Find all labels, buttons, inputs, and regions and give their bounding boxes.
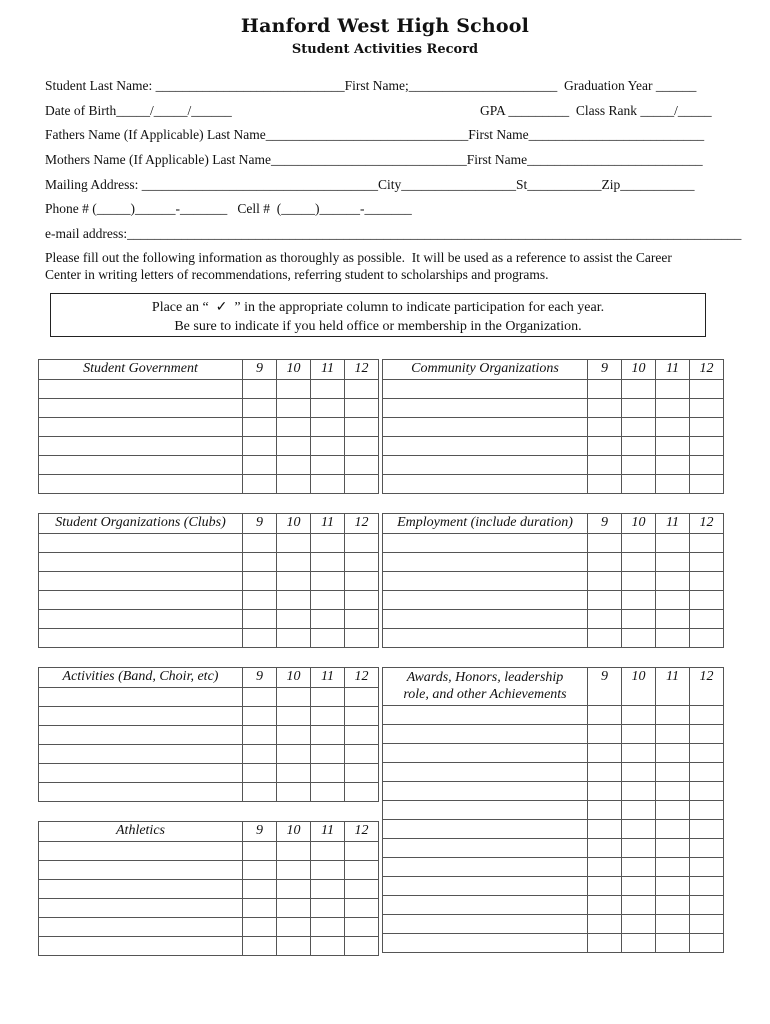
table-row[interactable] [383, 706, 724, 725]
year-9-header: 9 [243, 514, 277, 534]
table-row[interactable] [383, 475, 724, 494]
table-row[interactable] [383, 915, 724, 934]
birth-date-line[interactable]: Date of Birth_____/_____/______ [45, 103, 232, 118]
table-row[interactable] [39, 707, 379, 726]
notice-line-1: Place an “ ✓ ” in the appropriate column to indicate participation for each year. [151, 300, 605, 315]
year-11-header: 11 [311, 822, 345, 842]
athletics-header: Athletics [39, 822, 243, 842]
mother-name-line[interactable]: Mothers Name (If Applicable) Last Name_____________________________First Name__________________________ [45, 152, 703, 167]
year-12-header: 12 [345, 514, 379, 534]
year-10-header: 10 [622, 668, 656, 706]
table-row[interactable] [383, 399, 724, 418]
student-organizations-table [38, 513, 379, 648]
table-row[interactable] [39, 475, 379, 494]
student-government-table [38, 359, 379, 494]
table-row[interactable] [39, 899, 379, 918]
year-10-header: 10 [622, 360, 656, 380]
year-9-header: 9 [243, 668, 277, 688]
activities-header: Activities (Band, Choir, etc) [39, 668, 243, 688]
table-row[interactable] [39, 591, 379, 610]
table-row[interactable] [383, 801, 724, 820]
awards-header-line-1: Awards, Honors, leadership [406, 670, 564, 685]
notice-line-2: Be sure to indicate if you held office or membership in the Organization. [174, 319, 582, 334]
table-row[interactable] [383, 725, 724, 744]
table-row[interactable] [39, 399, 379, 418]
year-11-header: 11 [656, 668, 690, 706]
table-row[interactable] [39, 437, 379, 456]
employment-table [382, 513, 724, 648]
year-11-header: 11 [311, 514, 345, 534]
athletics-table [38, 821, 379, 956]
table-row[interactable] [39, 764, 379, 783]
mailing-address-line[interactable]: Mailing Address: ___________________________________City_________________St___________Zip___________ [45, 177, 695, 192]
checkmark-notice-box [50, 293, 706, 337]
table-row[interactable] [383, 820, 724, 839]
table-row[interactable] [39, 553, 379, 572]
table-row[interactable] [383, 763, 724, 782]
activities-table [38, 667, 379, 802]
table-row[interactable] [383, 896, 724, 915]
awards-table [382, 667, 724, 953]
instructions-line-2: Center in writing letters of recommendations, referring student to scholarships and programs. [45, 267, 549, 282]
table-row[interactable] [383, 629, 724, 648]
table-row[interactable] [383, 591, 724, 610]
student-organizations-header: Student Organizations (Clubs) [39, 514, 243, 534]
table-row[interactable] [383, 839, 724, 858]
table-row[interactable] [39, 745, 379, 764]
form-subtitle: Student Activities Record [291, 42, 479, 57]
father-name-line[interactable]: Fathers Name (If Applicable) Last Name______________________________First Name__________________________ [45, 127, 705, 142]
year-10-header: 10 [277, 822, 311, 842]
table-row[interactable] [39, 629, 379, 648]
employment-header: Employment (include duration) [383, 514, 588, 534]
table-row[interactable] [39, 861, 379, 880]
table-row[interactable] [383, 553, 724, 572]
table-row[interactable] [39, 380, 379, 399]
student-government-header: Student Government [39, 360, 243, 380]
table-row[interactable] [39, 456, 379, 475]
year-9-header: 9 [588, 514, 622, 534]
table-row[interactable] [39, 937, 379, 956]
year-11-header: 11 [656, 360, 690, 380]
year-12-header: 12 [690, 514, 724, 534]
community-organizations-table [382, 359, 724, 494]
instructions [45, 249, 735, 283]
year-11-header: 11 [311, 360, 345, 380]
table-row[interactable] [383, 456, 724, 475]
table-row[interactable] [383, 418, 724, 437]
table-row[interactable] [383, 534, 724, 553]
table-row[interactable] [39, 726, 379, 745]
table-row[interactable] [383, 782, 724, 801]
year-12-header: 12 [690, 668, 724, 706]
awards-header-line-2: role, and other Achievements [403, 687, 567, 702]
table-row[interactable] [39, 534, 379, 553]
table-row[interactable] [39, 688, 379, 707]
year-9-header: 9 [588, 668, 622, 706]
year-10-header: 10 [277, 360, 311, 380]
instructions-line-1: Please fill out the following information as thoroughly as possible. It will be used as a reference to assist the Career [45, 250, 672, 265]
email-line[interactable]: e-mail address:___________________________________________________________________________________________ [45, 226, 742, 241]
table-row[interactable] [383, 744, 724, 763]
table-row[interactable] [39, 842, 379, 861]
school-title: Hanford West High School [240, 15, 530, 37]
table-row[interactable] [383, 437, 724, 456]
year-12-header: 12 [690, 360, 724, 380]
year-11-header: 11 [311, 668, 345, 688]
year-10-header: 10 [277, 514, 311, 534]
community-organizations-header: Community Organizations [383, 360, 588, 380]
awards-header [383, 668, 588, 706]
table-row[interactable] [39, 918, 379, 937]
table-row[interactable] [39, 610, 379, 629]
student-name-line[interactable]: Student Last Name: ____________________________First Name;______________________ Graduation Year ______ [45, 78, 697, 93]
year-12-header: 12 [345, 822, 379, 842]
year-9-header: 9 [243, 822, 277, 842]
gpa-rank-line[interactable]: GPA _________ Class Rank _____/_____ [480, 103, 712, 118]
table-row[interactable] [383, 877, 724, 896]
phone-line[interactable]: Phone # (_____)______-_______ Cell # (_____)______-_______ [45, 201, 412, 216]
year-10-header: 10 [622, 514, 656, 534]
table-row[interactable] [383, 572, 724, 591]
year-9-header: 9 [588, 360, 622, 380]
year-10-header: 10 [277, 668, 311, 688]
table-row[interactable] [383, 934, 724, 953]
year-12-header: 12 [345, 360, 379, 380]
year-12-header: 12 [345, 668, 379, 688]
table-row[interactable] [383, 380, 724, 399]
year-9-header: 9 [243, 360, 277, 380]
table-row[interactable] [39, 418, 379, 437]
table-row[interactable] [39, 572, 379, 591]
table-row[interactable] [383, 610, 724, 629]
table-row[interactable] [383, 858, 724, 877]
table-row[interactable] [39, 783, 379, 802]
table-row[interactable] [39, 880, 379, 899]
year-11-header: 11 [656, 514, 690, 534]
